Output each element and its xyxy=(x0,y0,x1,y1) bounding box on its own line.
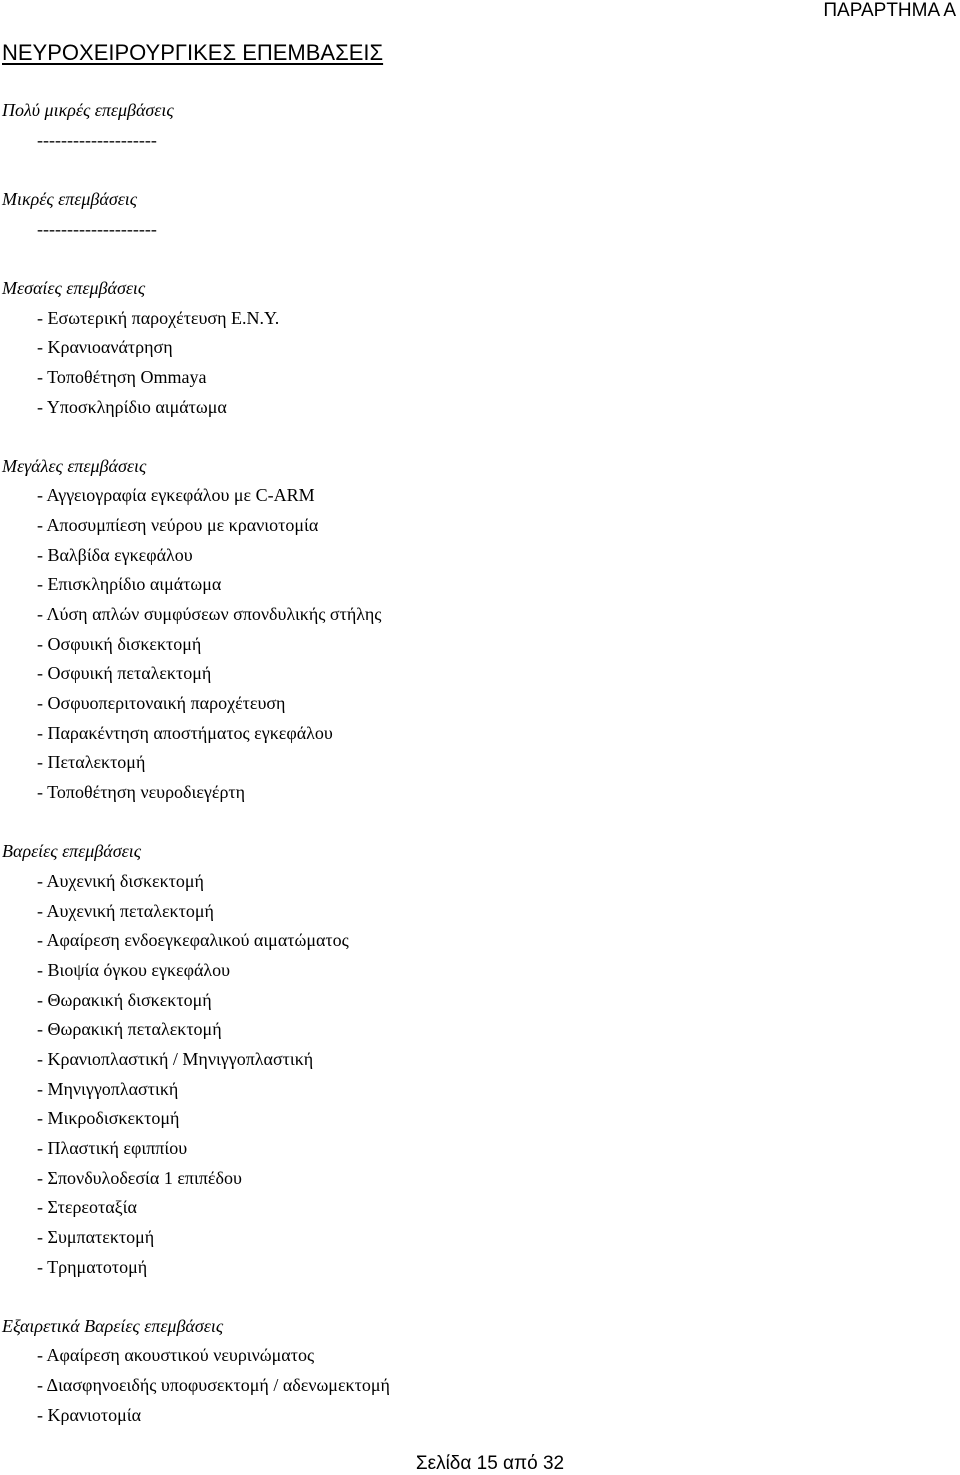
procedure-item: - Μικροδισκεκτομή xyxy=(37,1108,180,1129)
procedure-item: - Αγγειογραφία εγκεφάλου με C-ARM xyxy=(37,485,315,506)
procedure-section xyxy=(2,837,960,1282)
procedure-item: - Σπονδυλοδεσία 1 επιπέδου xyxy=(37,1167,242,1188)
section-spacer xyxy=(2,808,960,838)
procedure-item: - Οσφυική πεταλεκτομή xyxy=(37,663,212,684)
procedure-item: - Βαλβίδα εγκεφάλου xyxy=(37,544,193,565)
procedure-item: - Εσωτερική παροχέτευση Ε.Ν.Υ. xyxy=(37,307,280,328)
procedure-item: - Οσφυική δισκεκτομή xyxy=(37,633,202,654)
section-heading: Βαρείες επεμβάσεις xyxy=(2,841,141,862)
section-heading: Μικρές επεμβάσεις xyxy=(2,188,138,209)
procedure-item: - Πεταλεκτομή xyxy=(37,752,146,773)
section-heading: Εξαιρετικά Βαρείες επεμβάσεις xyxy=(2,1315,224,1336)
section-spacer xyxy=(2,155,960,185)
section-spacer xyxy=(2,422,960,452)
procedure-item: - Στερεοταξία xyxy=(37,1197,137,1218)
procedure-item: - Οσφυοπεριτοναική παροχέτευση xyxy=(37,693,286,714)
section-heading: Μεσαίες επεμβάσεις xyxy=(2,277,146,298)
section-heading: Πολύ μικρές επεμβάσεις xyxy=(2,100,174,120)
procedure-item: - Θωρακική πεταλεκτομή xyxy=(37,1019,222,1040)
procedure-item: - Βιοψία όγκου εγκεφάλου xyxy=(37,959,231,980)
procedure-item: -------------------- xyxy=(37,129,157,150)
procedure-item: - Αυχενική δισκεκτομή xyxy=(37,871,204,891)
procedure-item: - Θωρακική δισκεκτομή xyxy=(37,989,212,1010)
appendix-label: ΠΑΡΑΡΤΗΜΑ Α xyxy=(823,0,956,21)
procedure-list xyxy=(2,96,960,1430)
section-spacer xyxy=(2,244,960,274)
page-number: Σελίδα 15 από 32 xyxy=(415,1453,565,1474)
procedure-item: - Αφαίρεση ενδοεγκεφαλικού αιματώματος xyxy=(37,930,349,951)
procedure-item: - Τρηματοτομή xyxy=(37,1256,148,1277)
procedure-item: - Τοποθέτηση Ommaya xyxy=(37,366,207,387)
procedure-section xyxy=(2,1312,960,1431)
procedure-item: - Τοποθέτηση νευροδιεγέρτη xyxy=(37,782,246,803)
section-spacer xyxy=(2,1282,960,1312)
procedure-item: - Πλαστική εφιππίου xyxy=(37,1137,188,1158)
procedure-item: - Αφαίρεση ακουστικού νευρινώματος xyxy=(37,1345,315,1366)
procedure-item: - Κρανιοτομία xyxy=(37,1404,142,1425)
section-heading: Μεγάλες επεμβάσεις xyxy=(2,455,147,476)
procedure-section xyxy=(2,274,960,422)
procedure-item: - Συμπατεκτομή xyxy=(37,1226,155,1247)
procedure-section xyxy=(2,452,960,808)
procedure-section xyxy=(2,185,960,244)
procedure-section xyxy=(2,96,960,155)
procedure-item: - Υποσκληρίδιο αιμάτωμα xyxy=(37,396,227,417)
procedure-item: - Κρανιοπλαστική / Μηνιγγοπλαστική xyxy=(37,1048,314,1069)
procedure-item: - Παρακέντηση αποστήματος εγκεφάλου xyxy=(37,722,333,743)
procedure-item: - Διασφηνοειδής υποφυσεκτομή / αδενωμεκτομή xyxy=(37,1375,390,1396)
procedure-item: - Κρανιοανάτρηση xyxy=(37,337,173,358)
procedure-item: - Αυχενική πεταλεκτομή xyxy=(37,900,214,921)
procedure-item: - Αποσυμπίεση νεύρου με κρανιοτομία xyxy=(37,515,319,536)
procedure-item: - Λύση απλών συμφύσεων σπονδυλικής στήλης xyxy=(37,604,382,625)
procedure-item: -------------------- xyxy=(37,218,157,239)
procedure-item: - Μηνιγγοπλαστική xyxy=(37,1078,179,1099)
procedure-item: - Επισκληρίδιο αιμάτωμα xyxy=(37,574,222,595)
document-title: ΝΕΥΡΟΧΕΙΡΟΥΡΓΙΚΕΣ ΕΠΕΜΒΑΣΕΙΣ xyxy=(2,40,384,65)
